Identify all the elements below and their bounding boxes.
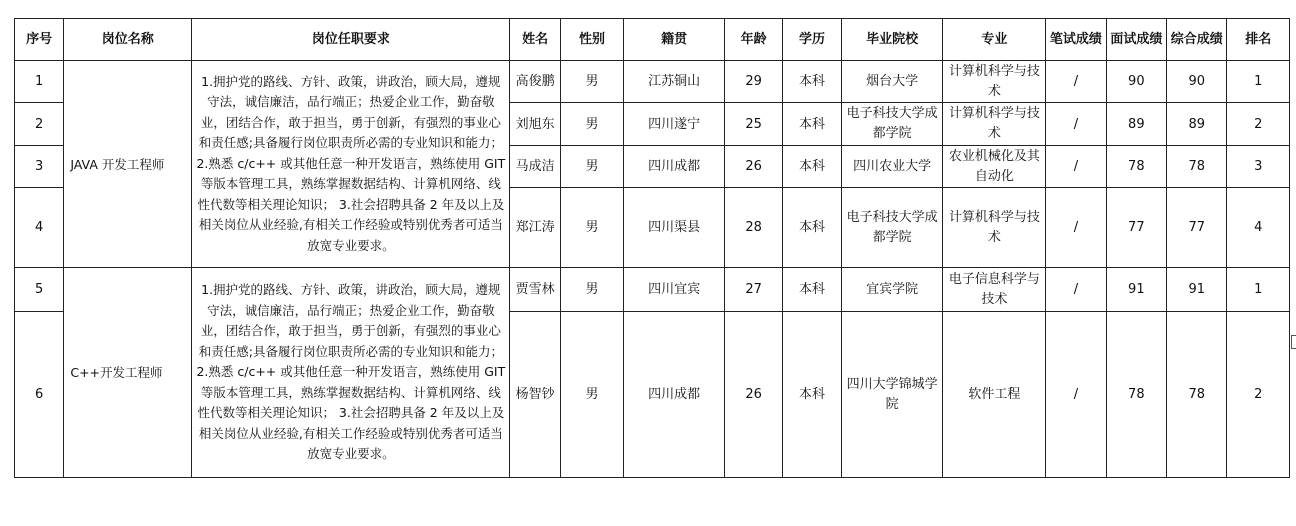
cell-education: 本科	[783, 146, 841, 188]
cell-total-score: 89	[1167, 103, 1227, 146]
cell-education: 本科	[783, 268, 841, 312]
cell-major: 计算机科学与技术	[943, 61, 1046, 103]
cell-gender: 男	[560, 188, 623, 268]
col-header-age: 年龄	[724, 19, 782, 61]
cell-name: 高俊鹏	[510, 61, 560, 103]
cell-school: 电子科技大学成都学院	[841, 103, 943, 146]
header-row	[15, 19, 1290, 61]
col-header-school: 毕业院校	[841, 19, 943, 61]
cell-education: 本科	[783, 312, 841, 478]
cell-age: 27	[724, 268, 782, 312]
cell-age: 25	[724, 103, 782, 146]
col-header-major: 专业	[943, 19, 1046, 61]
cell-no: 3	[15, 146, 64, 188]
cell-rank: 3	[1227, 146, 1290, 188]
cell-school: 四川大学锦城学院	[841, 312, 943, 478]
cell-school: 烟台大学	[841, 61, 943, 103]
cell-written-score: /	[1046, 268, 1106, 312]
cell-written-score: /	[1046, 146, 1106, 188]
col-header-rank: 排名	[1227, 19, 1290, 61]
cell-school: 电子科技大学成都学院	[841, 188, 943, 268]
table-row	[15, 61, 1290, 103]
cell-origin: 四川宜宾	[624, 268, 725, 312]
col-header-origin: 籍贯	[624, 19, 725, 61]
cell-total-score: 77	[1167, 188, 1227, 268]
cell-age: 29	[724, 61, 782, 103]
col-header-requirements: 岗位任职要求	[192, 19, 510, 61]
cell-major: 软件工程	[943, 312, 1046, 478]
cell-no: 1	[15, 61, 64, 103]
cell-origin: 四川成都	[624, 146, 725, 188]
cell-name: 郑江涛	[510, 188, 560, 268]
cell-no: 6	[15, 312, 64, 478]
cell-gender: 男	[560, 268, 623, 312]
cell-total-score: 78	[1167, 312, 1227, 478]
cell-written-score: /	[1046, 188, 1106, 268]
cell-major: 计算机科学与技术	[943, 188, 1046, 268]
cell-major: 电子信息科学与技术	[943, 268, 1046, 312]
cell-rank: 1	[1227, 61, 1290, 103]
cell-gender: 男	[560, 312, 623, 478]
cell-rank: 2	[1227, 103, 1290, 146]
page-edge-marker	[1291, 335, 1296, 349]
cell-total-score: 78	[1167, 146, 1227, 188]
cell-school: 宜宾学院	[841, 268, 943, 312]
cell-origin: 四川渠县	[624, 188, 725, 268]
cell-gender: 男	[560, 146, 623, 188]
cell-origin: 四川遂宁	[624, 103, 725, 146]
cell-name: 马成洁	[510, 146, 560, 188]
table-row	[15, 268, 1290, 312]
cell-no: 2	[15, 103, 64, 146]
col-header-no: 序号	[15, 19, 64, 61]
cell-name: 刘旭东	[510, 103, 560, 146]
cell-written-score: /	[1046, 312, 1106, 478]
cell-gender: 男	[560, 61, 623, 103]
cell-school: 四川农业大学	[841, 146, 943, 188]
cell-requirements-cpp: 1.拥护党的路线、方针、政策，讲政治，顾大局，遵规守法，诚信廉洁，品行端正；热爱企业工作，勤奋敬业，团结合作，敢于担当，勇于创新，有强烈的事业心和责任感;具备履行岗位职责所必需的专业知识和能力； 2.熟悉 c/c++ 或其他任意一种开发语言，熟练使用 GIT 等版本管理工具，熟练掌握数据结构、计算机网络、线性代数等相关理论知识； 3.社会招聘具备 2 年及以上及相关岗位从业经验,有相关工作经验或特别优秀者可适当放宽专业要求。	[192, 268, 510, 478]
cell-total-score: 91	[1167, 268, 1227, 312]
cell-interview-score: 89	[1106, 103, 1166, 146]
cell-origin: 四川成都	[624, 312, 725, 478]
cell-origin: 江苏铜山	[624, 61, 725, 103]
cell-requirements-java: 1.拥护党的路线、方针、政策，讲政治，顾大局，遵规守法，诚信廉洁，品行端正；热爱企业工作，勤奋敬业，团结合作，敢于担当，勇于创新，有强烈的事业心和责任感;具备履行岗位职责所必需的专业知识和能力； 2.熟悉 c/c++ 或其他任意一种开发语言，熟练使用 GIT 等版本管理工具，熟练掌握数据结构、计算机网络、线性代数等相关理论知识； 3.社会招聘具备 2 年及以上及相关岗位从业经验,有相关工作经验或特别优秀者可适当放宽专业要求。	[192, 61, 510, 268]
cell-name: 贾雪林	[510, 268, 560, 312]
cell-no: 5	[15, 268, 64, 312]
cell-education: 本科	[783, 61, 841, 103]
cell-name: 杨智钞	[510, 312, 560, 478]
cell-position-java: JAVA 开发工程师	[64, 61, 192, 268]
cell-education: 本科	[783, 188, 841, 268]
col-header-total-score: 综合成绩	[1167, 19, 1227, 61]
cell-written-score: /	[1046, 61, 1106, 103]
cell-age: 28	[724, 188, 782, 268]
cell-no: 4	[15, 188, 64, 268]
cell-position-cpp: C++开发工程师	[64, 268, 192, 478]
cell-rank: 2	[1227, 312, 1290, 478]
cell-major: 农业机械化及其自动化	[943, 146, 1046, 188]
cell-interview-score: 77	[1106, 188, 1166, 268]
cell-interview-score: 91	[1106, 268, 1166, 312]
cell-education: 本科	[783, 103, 841, 146]
cell-interview-score: 78	[1106, 146, 1166, 188]
col-header-name: 姓名	[510, 19, 560, 61]
cell-rank: 1	[1227, 268, 1290, 312]
cell-interview-score: 78	[1106, 312, 1166, 478]
cell-gender: 男	[560, 103, 623, 146]
col-header-position: 岗位名称	[64, 19, 192, 61]
cell-interview-score: 90	[1106, 61, 1166, 103]
cell-age: 26	[724, 312, 782, 478]
col-header-written-score: 笔试成绩	[1046, 19, 1106, 61]
cell-total-score: 90	[1167, 61, 1227, 103]
results-table	[14, 18, 1290, 478]
col-header-education: 学历	[783, 19, 841, 61]
col-header-gender: 性别	[560, 19, 623, 61]
cell-rank: 4	[1227, 188, 1290, 268]
cell-major: 计算机科学与技术	[943, 103, 1046, 146]
cell-written-score: /	[1046, 103, 1106, 146]
col-header-interview-score: 面试成绩	[1106, 19, 1166, 61]
cell-age: 26	[724, 146, 782, 188]
